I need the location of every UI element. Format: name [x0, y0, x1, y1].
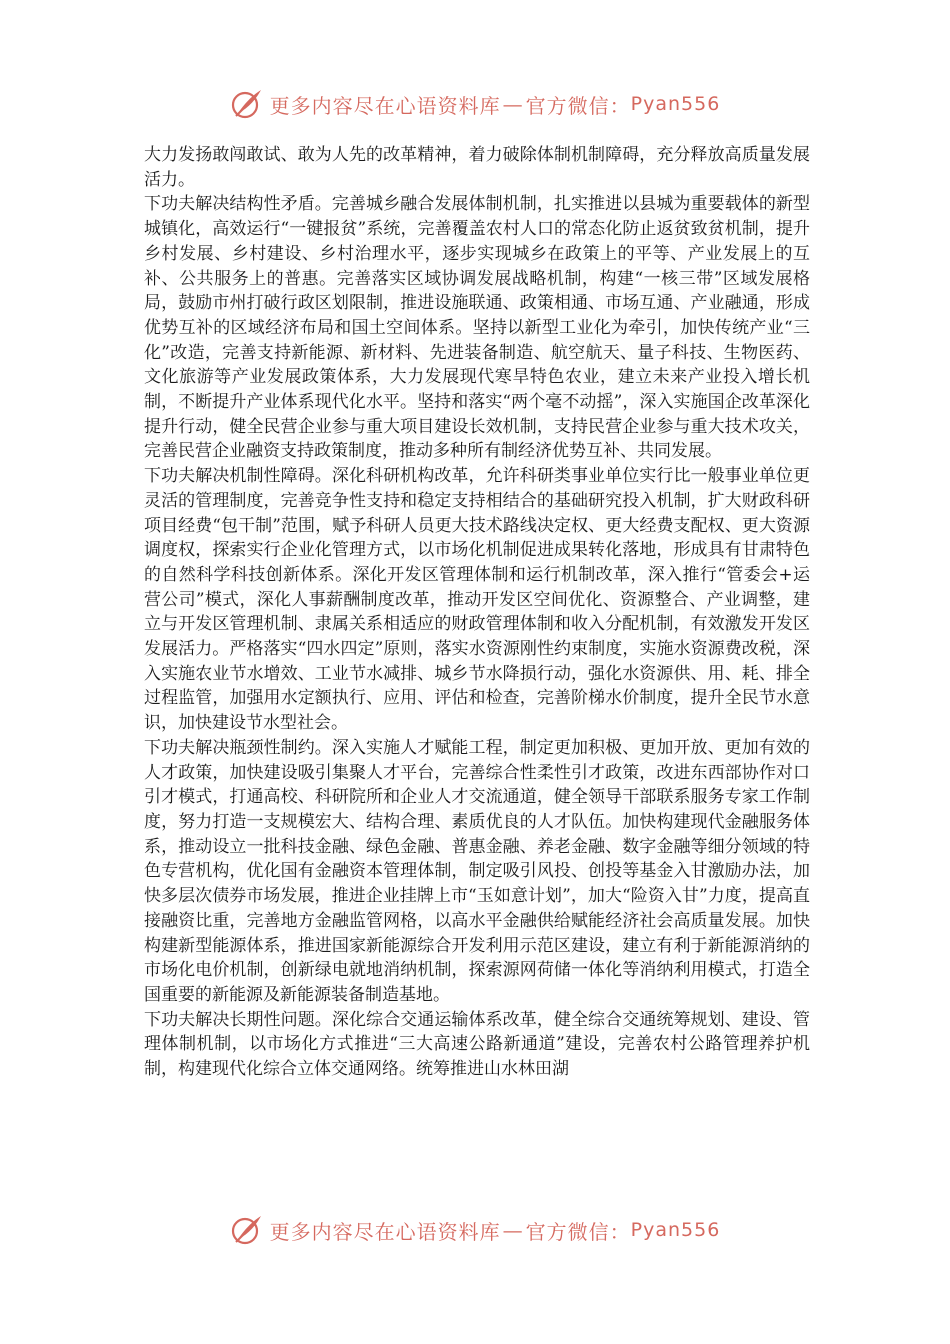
paragraph: 下功夫解决瓶颈性制约。深入实施人才赋能工程，制定更加积极、更加开放、更加有效的人才政策，加快建设吸引集聚人才平台，完善综合性柔性引才政策，改进东西部协作对口引才模式，打通高校、科研院所和企业人才交流通道，健全领导干部联系服务专家工作制度，努力打造一支规模宏大、结构合理、素质优良的人才队伍。加快构建现代金融服务体系，推动设立一批科技金融、绿色金融、普惠金融、养老金融、数字金融等细分领域的特色专营机构，优化国有金融资本管理体制，制定吸引风投、创投等基金入甘激励办法，加快多层次债券市场发展，推进企业挂牌上市“玉如意计划”，加大“险资入甘”力度，提高直接融资比重，完善地方金融监管网格，以高水平金融供给赋能经济社会高质量发展。加快构建新型能源体系，推进国家新能源综合开发利用示范区建设，建立有利于新能源消纳的市场化电价机制，创新绿电就地消纳机制，探索源网荷储一体化等消纳利用模式，打造全国重要的新能源及新能源装备制造基地。	[144, 737, 810, 1005]
paragraph: 下功夫解决机制性障碍。深化科研机构改革，允许科研类事业单位实行比一般事业单位更灵活的管理制度，完善竞争性支持和稳定支持相结合的基础研究投入机制，扩大财政科研项目经费“包干制”范围，赋予科研人员更大技术路线决定权、更大经费支配权、更大资源调度权，探索实行企业化管理方式，以市场化机制促进成果转化落地，形成具有甘肃特色的自然科学科技创新体系。深化开发区管理体制和运行机制改革，深入推行“管委会+运营公司”模式，深化人事薪酬制度改革，推动开发区空间优化、资源整合、产业调整，建立与开发区管理机制、隶属关系相适应的财政管理体制和收入分配机制，有效激发开发区发展活力。严格落实“四水四定”原则，落实水资源刚性约束制度，实施水资源费改税，深入实施农业节水增效、工业节水减排、城乡节水降损行动，强化水资源供、用、耗、排全过程监管，加强用水定额执行、应用、评估和检查，完善阶梯水价制度，提升全民节水意识，加快建设节水型社会。	[144, 466, 810, 734]
header-separator: —	[502, 92, 524, 116]
footer-watermark	[0, 1210, 950, 1250]
quill-logo-icon	[230, 87, 264, 121]
header-contact-id: Pyan556	[630, 93, 721, 115]
paragraph: 大力发扬敢闯敢试、敢为人先的改革精神，着力破除体制机制障碍，充分释放高质量发展活力。	[144, 145, 810, 190]
document-body	[144, 143, 810, 1082]
header-contact-label: 官方微信：	[525, 93, 631, 118]
quill-logo-icon	[230, 1213, 264, 1247]
footer-brand-text: 更多内容尽在心语资料库	[269, 1219, 501, 1244]
paragraph: 下功夫解决长期性问题。深化综合交通运输体系改革，健全综合交通统筹规划、建设、管理体制机制，以市场化方式推进“三大高速公路新通道”建设，完善农村公路管理养护机制，构建现代化综合立体交通网络。统筹推进山水林田湖	[144, 1009, 810, 1080]
header-watermark	[0, 84, 950, 124]
footer-contact-id: Pyan556	[630, 1219, 721, 1241]
paragraph: 下功夫解决结构性矛盾。完善城乡融合发展体制机制，扎实推进以县城为重要载体的新型城镇化，高效运行“一键报贫”系统，完善覆盖农村人口的常态化防止返贫致贫机制，提升乡村发展、乡村建设、乡村治理水平，逐步实现城乡在政策上的平等、产业发展上的互补、公共服务上的普惠。完善落实区域协调发展战略机制，构建“一核三带”区域发展格局，鼓励市州打破行政区划限制，推进设施联通、政策相通、市场互通、产业融通，形成优势互补的区域经济布局和国土空间体系。坚持以新型工业化为牵引，加快传统产业“三化”改造，完善支持新能源、新材料、先进装备制造、航空航天、量子科技、生物医药、文化旅游等产业发展政策体系，大力发展现代寒旱特色农业，建立未来产业投入增长机制，不断提升产业体系现代化水平。坚持和落实“两个毫不动摇”，深入实施国企改革深化提升行动，健全民营企业参与重大项目建设长效机制，支持民营企业参与重大技术攻关，完善民营企业融资支持政策制度，推动多种所有制经济优势互补、共同发展。	[144, 194, 810, 462]
footer-separator: —	[502, 1218, 524, 1242]
header-brand-text: 更多内容尽在心语资料库	[269, 93, 501, 118]
footer-contact-label: 官方微信：	[525, 1219, 631, 1244]
